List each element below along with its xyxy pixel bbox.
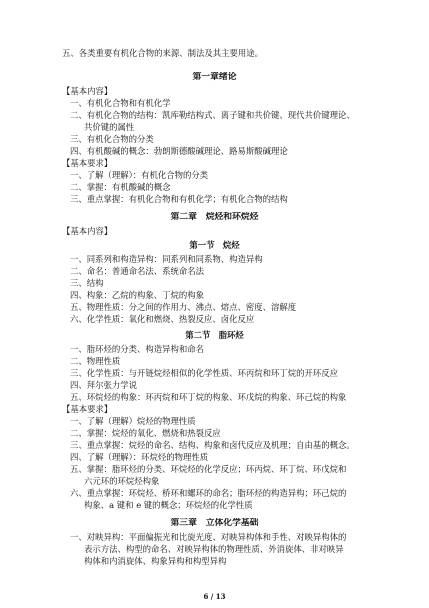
list-item-continuation: 构象、a 键和 e 键的概念；环烷烃的化学性质 (84, 500, 253, 510)
list-item: 一、同系列和构造异构：同系列和同系物、构造异构 (70, 254, 263, 264)
list-item: 一、对映异构：平面偏振光和比旋光度、对映异构体和手性、对映异构体的 (70, 532, 347, 542)
list-item-continuation: 构体和内消旋体、构象异构和构型异构 (84, 556, 227, 566)
list-item: 四、了解（理解）：环烷烃的物理性质 (70, 452, 209, 462)
list-item: 五、掌握：脂环烃的分类、环烷烃的化学反应；环丙烷、环丁烷、环戊烷和 (70, 464, 347, 474)
list-item: 二、有机化合物的结构：凯库勒结构式、离子键和共价键、现代共价键理论、 (70, 110, 355, 120)
chapter-3-heading: 第三章 立体化学基础 (170, 518, 259, 528)
list-item: 六、重点掌握：环烷烃、桥环和螺环的命名；脂环烃的构造异构；环己烷的 (70, 488, 347, 498)
list-item: 三、有机化合物的分类 (70, 134, 154, 144)
list-item: 六、化学性质：氧化和燃烧、热裂反应、卤化反应 (70, 314, 255, 324)
intro-item-5: 五、各类重要有机化合物的来源、制法及其主要用途。 (62, 48, 263, 58)
section-label-content: 【基本内容】 (62, 86, 113, 96)
list-item: 二、命名：普通命名法、系统命名法 (70, 266, 204, 276)
list-item: 二、物理性质 (70, 356, 121, 366)
list-item: 一、脂环烃的分类、构造异构和命名 (70, 344, 204, 354)
list-item: 四、构象：乙烷的构象、丁烷的构象 (70, 290, 204, 300)
section-label-content: 【基本内容】 (62, 226, 113, 236)
section-label-requirements: 【基本要求】 (62, 404, 113, 414)
subsection-heading-cycloalkanes: 第二节 脂环烃 (185, 330, 244, 340)
list-item: 三、重点掌握：有机化合物和有机化学；有机化合物的结构 (70, 194, 288, 204)
list-item: 一、了解（理解）：有机化合物的分类 (70, 170, 209, 180)
chapter-1-heading: 第一章绪论 (192, 72, 237, 82)
list-item: 三、化学性质：与开链烷烃相似的化学性质、环丙烷和环丁烷的开环反应 (70, 368, 338, 378)
list-item-continuation: 表示方法、构型的命名、对映异构体的物理性质、外消旋体、非对映异 (84, 544, 344, 554)
list-item: 二、掌握：有机酸碱的概念 (70, 182, 171, 192)
list-item: 四、有机酸碱的概念：勃朗斯德酸碱理论、路易斯酸碱理论 (70, 146, 288, 156)
chapter-2-heading: 第二章 烷烃和环烷烃 (170, 212, 259, 222)
page-number: 6 / 13 (203, 592, 226, 601)
subsection-heading-alkanes: 第一节 烷烃 (189, 240, 240, 250)
list-item: 一、了解（理解）烷烃的物理性质 (70, 416, 196, 426)
list-item: 五、物理性质：分之间的作用力、沸点、熔点、密度、溶解度 (70, 302, 297, 312)
section-label-requirements: 【基本要求】 (62, 158, 113, 168)
list-item: 三、结构 (70, 278, 104, 288)
list-item-continuation: 六元环的环烷烃构象 (84, 476, 160, 486)
list-item: 四、拜尔张力学说 (70, 380, 137, 390)
list-item: 三、重点掌握：烷烃的命名、结构、构象和卤代反应及机理；自由基的概念。 (70, 440, 355, 450)
list-item: 五、环烷烃的构象：环丙烷和环丁烷的构象、环戊烷的构象、环己烷的构象 (70, 392, 347, 402)
list-item: 二、掌握：烷烃的氧化、燃烧和热裂反应 (70, 428, 221, 438)
list-item: 一、有机化合物和有机化学 (70, 98, 171, 108)
list-item-continuation: 共价键的属性 (84, 122, 135, 132)
